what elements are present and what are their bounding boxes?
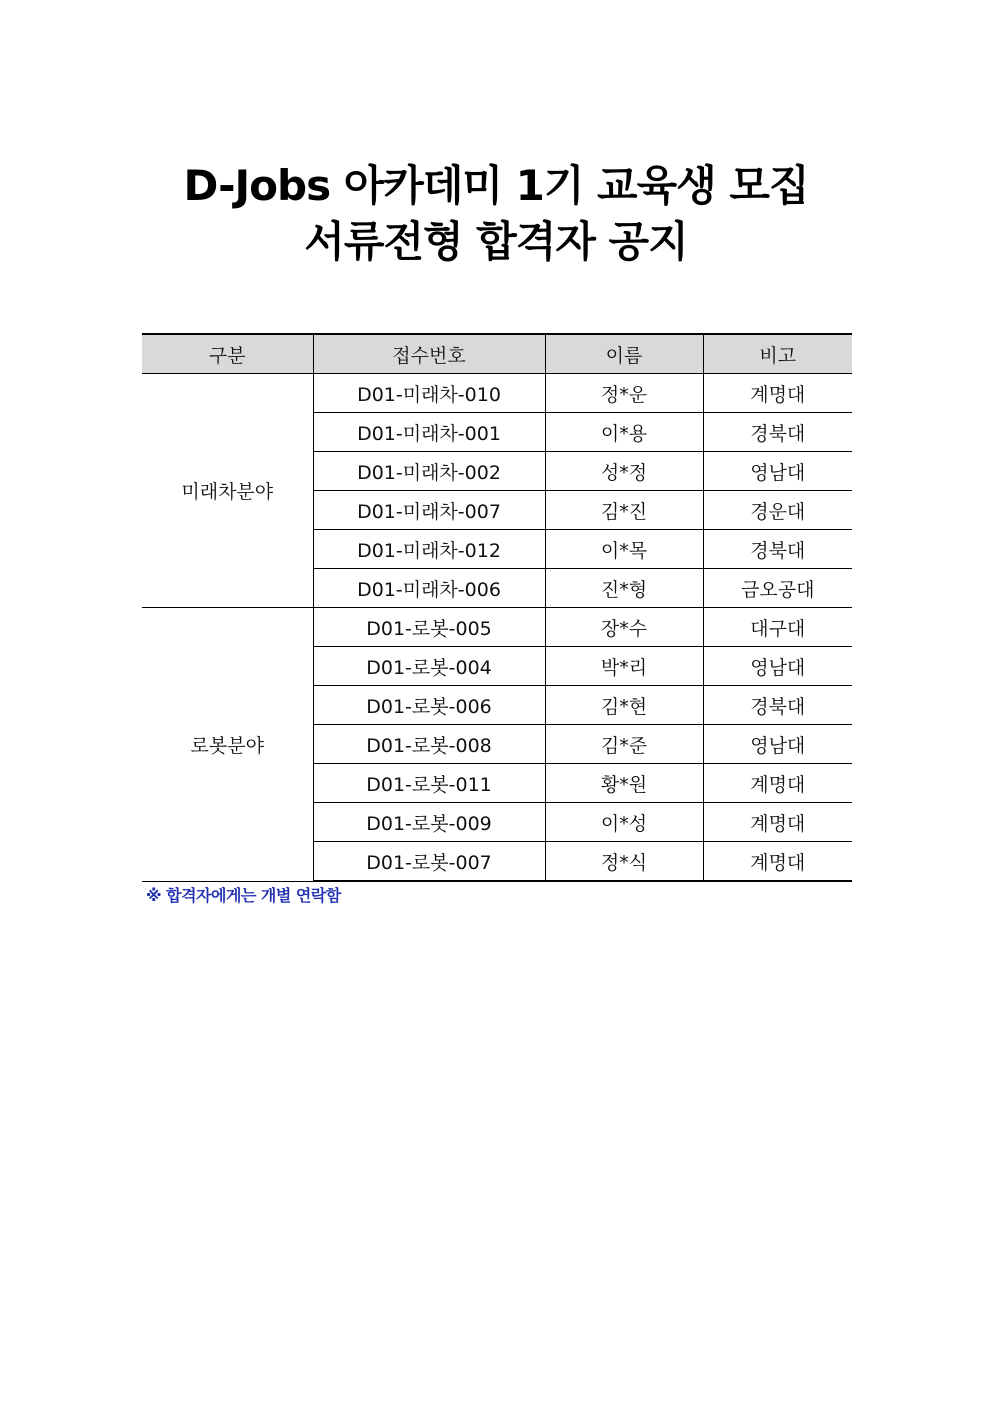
name-cell: 황*원 xyxy=(545,764,703,803)
table-header xyxy=(142,334,852,374)
note-cell: 계명대 xyxy=(703,764,852,803)
category-cell: 미래차분야 xyxy=(142,374,313,608)
note-cell: 금오공대 xyxy=(703,569,852,608)
name-cell: 이*목 xyxy=(545,530,703,569)
name-cell: 김*준 xyxy=(545,725,703,764)
application-number-cell: D01-미래차-012 xyxy=(313,530,545,569)
title-line-2: 서류전형 합격자 공지 xyxy=(304,217,688,266)
header-note: 비고 xyxy=(703,334,852,374)
name-cell: 이*성 xyxy=(545,803,703,842)
document-title xyxy=(0,158,992,270)
application-number-cell: D01-미래차-010 xyxy=(313,374,545,413)
name-cell: 장*수 xyxy=(545,608,703,647)
note-cell: 계명대 xyxy=(703,842,852,882)
name-cell: 정*운 xyxy=(545,374,703,413)
results-table xyxy=(142,333,852,882)
note-cell: 대구대 xyxy=(703,608,852,647)
application-number-cell: D01-로봇-007 xyxy=(313,842,545,882)
table-row xyxy=(142,608,852,647)
name-cell: 김*진 xyxy=(545,491,703,530)
application-number-cell: D01-로봇-004 xyxy=(313,647,545,686)
name-cell: 정*식 xyxy=(545,842,703,882)
application-number-cell: D01-로봇-006 xyxy=(313,686,545,725)
note-cell: 계명대 xyxy=(703,803,852,842)
note-cell: 경북대 xyxy=(703,530,852,569)
name-cell: 이*용 xyxy=(545,413,703,452)
application-number-cell: D01-로봇-005 xyxy=(313,608,545,647)
note-cell: 경운대 xyxy=(703,491,852,530)
footnote: ※ 합격자에게는 개별 연락함 xyxy=(146,886,341,905)
table-body xyxy=(142,374,852,882)
note-cell: 계명대 xyxy=(703,374,852,413)
note-cell: 영남대 xyxy=(703,647,852,686)
table-row xyxy=(142,374,852,413)
application-number-cell: D01-로봇-011 xyxy=(313,764,545,803)
category-cell: 로봇분야 xyxy=(142,608,313,882)
note-cell: 영남대 xyxy=(703,452,852,491)
application-number-cell: D01-로봇-008 xyxy=(313,725,545,764)
header-name: 이름 xyxy=(545,334,703,374)
name-cell: 성*정 xyxy=(545,452,703,491)
title-line-1: D-Jobs 아카데미 1기 교육생 모집 xyxy=(183,161,809,210)
application-number-cell: D01-미래차-006 xyxy=(313,569,545,608)
note-cell: 경북대 xyxy=(703,686,852,725)
header-application-number: 접수번호 xyxy=(313,334,545,374)
application-number-cell: D01-미래차-007 xyxy=(313,491,545,530)
note-cell: 경북대 xyxy=(703,413,852,452)
name-cell: 김*현 xyxy=(545,686,703,725)
application-number-cell: D01-미래차-001 xyxy=(313,413,545,452)
application-number-cell: D01-미래차-002 xyxy=(313,452,545,491)
header-category: 구분 xyxy=(142,334,313,374)
name-cell: 진*형 xyxy=(545,569,703,608)
note-cell: 영남대 xyxy=(703,725,852,764)
application-number-cell: D01-로봇-009 xyxy=(313,803,545,842)
name-cell: 박*리 xyxy=(545,647,703,686)
header-row xyxy=(142,334,852,374)
